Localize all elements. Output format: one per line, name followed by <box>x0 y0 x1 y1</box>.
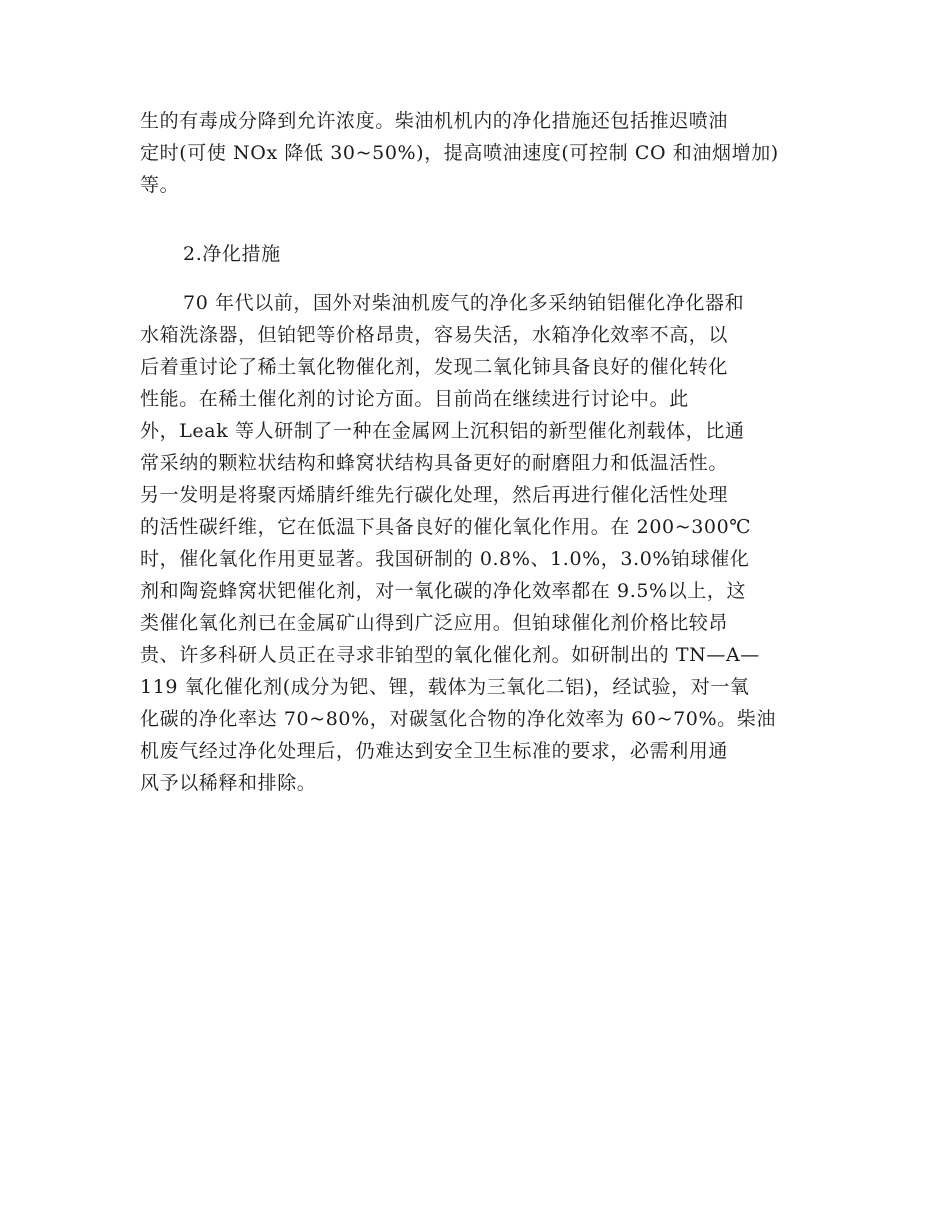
text-line: 化碳的净化率达 70~80%，对碳氢化合物的净化效率为 60~70%。柴油 <box>140 708 776 730</box>
text-line: 定时(可使 NOx 降低 30~50%)，提高喷油速度(可控制 CO 和油烟增加) <box>140 142 779 164</box>
text-line: 119 氧化催化剂(成分为钯、锂，载体为三氧化二铝)，经试验，对一氧 <box>140 676 750 698</box>
text-line: 类催化氧化剂已在金属矿山得到广泛应用。但铂球催化剂价格比较昂 <box>140 612 729 634</box>
main-paragraph <box>140 287 810 799</box>
text-line: 剂和陶瓷蜂窝状钯催化剂，对一氧化碳的净化效率都在 9.5%以上，这 <box>140 580 747 602</box>
text-line: 水箱洗涤器，但铂钯等价格昂贵，容易失活，水箱净化效率不高，以 <box>140 324 729 346</box>
text-line: 等。 <box>140 174 180 196</box>
text-line: 风予以稀释和排除。 <box>140 772 317 794</box>
text-line: 贵、许多科研人员正在寻求非铂型的氧化催化剂。如研制出的 TN—A— <box>140 644 760 666</box>
section-heading <box>140 238 810 270</box>
text-line: 常采纳的颗粒状结构和蜂窝状结构具备更好的耐磨阻力和低温活性。 <box>140 452 729 474</box>
text-line: 另一发明是将聚丙烯腈纤维先行碳化处理，然后再进行催化活性处理 <box>140 484 729 506</box>
text-line: 70 年代以前，国外对柴油机废气的净化多采纳铂铝催化净化器和 <box>183 292 745 314</box>
text-line: 机废气经过净化处理后，仍难达到安全卫生标准的要求，必需利用通 <box>140 740 729 762</box>
text-line: 生的有毒成分降到允许浓度。柴油机机内的净化措施还包括推迟喷油 <box>140 110 729 132</box>
text-line: 的活性碳纤维，它在低温下具备良好的催化氧化作用。在 200~300℃ <box>140 516 752 538</box>
text-line: 后着重讨论了稀土氧化物催化剂，发现二氧化铈具备良好的催化转化 <box>140 356 729 378</box>
text-line: 时，催化氧化作用更显著。我国研制的 0.8%、1.0%，3.0%铂球催化 <box>140 548 750 570</box>
intro-paragraph <box>140 105 810 201</box>
text-line: 外，Leak 等人研制了一种在金属网上沉积铝的新型催化剂载体，比通 <box>140 420 745 442</box>
text-line: 性能。在稀土催化剂的讨论方面。目前尚在继续进行讨论中。此 <box>140 388 689 410</box>
heading-text: 2.净化措施 <box>183 243 281 265</box>
